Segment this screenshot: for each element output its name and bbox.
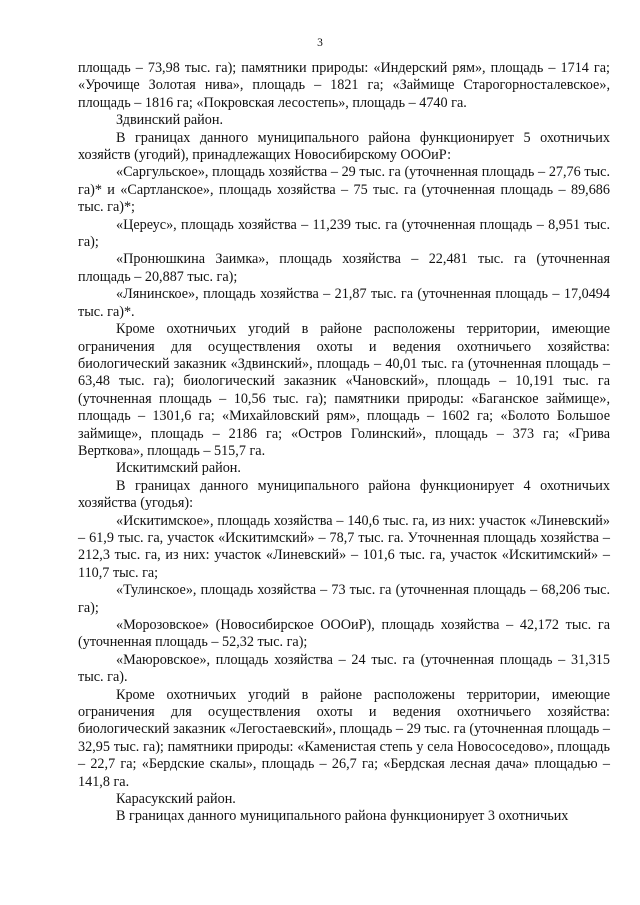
list-item: «Морозовское» (Новосибирское ОООиР), площадь хозяйства – 42,172 тыс. га (уточненная площадь – 52,32 тыс. га); [78, 617, 610, 651]
list-item: «Искитимское», площадь хозяйства – 140,6 тыс. га, из них: участок «Линевский» – 61,9 тыс. га, участок «Искитимский» – 78,7 тыс. га. Уточненная площадь хозяйства – 212,3 тыс. га, из них: участок «Линевский» – 101,6 тыс. га, участок «Искитимский» – 110,7 тыс. га; [78, 512, 610, 581]
list-item: «Тулинское», площадь хозяйства – 73 тыс. га (уточненная площадь – 68,206 тыс. га); [78, 582, 610, 616]
list-item: «Пронюшкина Заимка», площадь хозяйства – 22,481 тыс. га (уточненная площадь – 20,887 тыс. га); [78, 251, 610, 285]
page-number: 3 [317, 37, 323, 49]
list-item: «Саргульское», площадь хозяйства – 29 тыс. га (уточненная площадь – 27,76 тыс. га)* и «Сартланское», площадь хозяйства – 75 тыс. га (уточненная площадь – 89,686 тыс. га)*; [78, 164, 610, 216]
list-item: «Маюровское», площадь хозяйства – 24 тыс. га (уточненная площадь – 31,315 тыс. га). [78, 651, 610, 686]
list-item: «Цереус», площадь хозяйства – 11,239 тыс. га (уточненная площадь – 8,951 тыс. га); [78, 216, 610, 251]
paragraph: В границах данного муниципального района функционирует 4 охотничьих хозяйства (угодья): [78, 477, 610, 512]
paragraph: В границах данного муниципального района функционирует 5 охотничьих хозяйств (угодий), принадлежащих Новосибирскому ОООиР: [78, 129, 610, 164]
paragraph: Кроме охотничьих угодий в районе расположены территории, имеющие ограничения для осуществления охоты и ведения охотничьего хозяйства: биологический заказник «Легостаевский», площадь – 29 тыс. га (уточненная площадь – 32,95 тыс. га); памятники природы: «Каменистая степь у села Новососедово», площадь – 22,7 га; «Бердские скалы», площадь – 26,7 га; «Бердская лесная дача» площадью – 141,8 га. [78, 686, 610, 790]
list-item: «Лянинское», площадь хозяйства – 21,87 тыс. га (уточненная площадь – 17,0494 тыс. га)*. [78, 286, 610, 320]
paragraph: Кроме охотничьих угодий в районе расположены территории, имеющие ограничения для осуществления охоты и ведения охотничьего хозяйства: биологический заказник «Здвинский», площадь – 40,01 тыс. га (уточненная площадь – 63,48 тыс. га); биологический заказник «Чановский», площадь – 10,191 тыс. га (уточненная площадь – 10,56 тыс. га); памятники природы: «Баганское займище», площадь – 1301,6 га; «Михайловский рям», площадь – 1602 га; «Болото Большое займище», площадь – 2186 га; «Остров Голинский», площадь – 373 га; «Грива Верткова», площадь – 515,7 га. [78, 321, 610, 459]
district-heading-zdvinsky: Здвинский район. [116, 112, 223, 129]
district-heading-iskitimsky: Искитимский район. [116, 460, 241, 477]
district-heading-karasuksky: Карасукский район. [116, 791, 236, 808]
paragraph: В границах данного муниципального района функционирует 3 охотничьих [116, 808, 569, 825]
paragraph: площадь – 73,98 тыс. га); памятники природы: «Индерский рям», площадь – 1714 га; «Урочище Золотая нива», площадь – 1821 га; «Займище Старогорносталевское», площадь – 1816 га; «Покровская лесостепь», площадь – 4740 га. [78, 60, 610, 111]
document-body [78, 60, 610, 826]
